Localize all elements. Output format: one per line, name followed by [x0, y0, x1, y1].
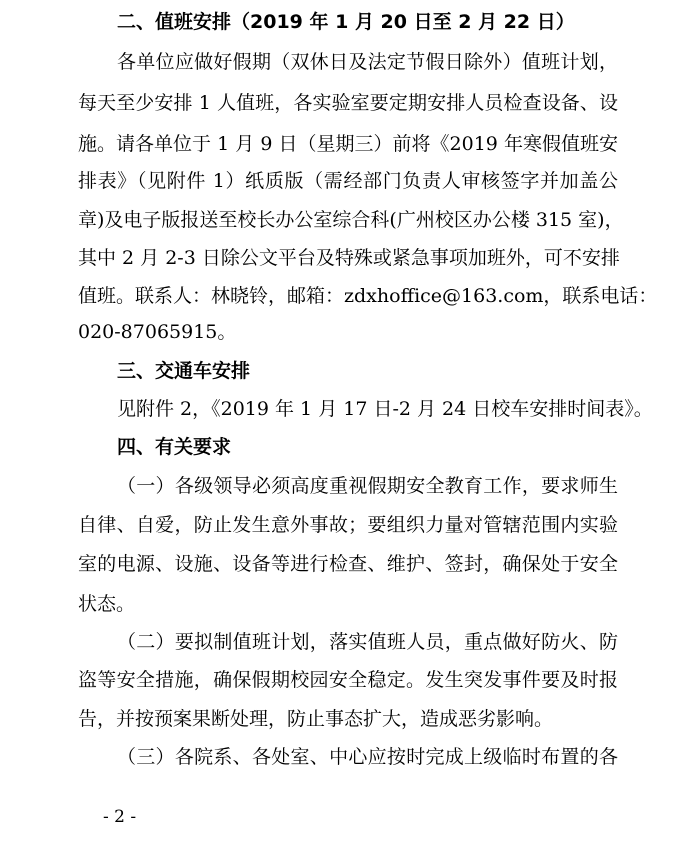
duty-line-4: 排表》（见附件 1）纸质版（需经部门负责人审核签字并加盖公 — [78, 170, 618, 192]
bus-line-1: 见附件 2，《2019 年 1 月 17 日-2 月 24 日校车安排时间表》。 — [117, 398, 653, 420]
duty-line-2: 每天至少安排 1 人值班，各实验室要定期安排人员检查设备、设 — [78, 92, 618, 114]
section-heading-requirements: 四、有关要求 — [117, 436, 232, 458]
req3-line-1: （三）各院系、各处室、中心应按时完成上级临时布置的各 — [117, 746, 618, 768]
duty-line-1: 各单位应做好假期（双休日及法定节假日除外）值班计划， — [117, 51, 618, 73]
req2-line-3: 告，并按预案果断处理，防止事态扩大，造成恶劣影响。 — [78, 708, 554, 730]
req2-line-2: 盗等安全措施，确保假期校园安全稳定。发生突发事件要及时报 — [78, 669, 618, 691]
req1-line-4: 状态。 — [78, 593, 136, 615]
section-heading-bus: 三、交通车安排 — [117, 360, 251, 382]
duty-line-5: 章)及电子版报送至校长办公室综合科(广州校区办公楼 315 室)， — [78, 209, 624, 231]
req1-line-3: 室的电源、设施、设备等进行检查、维护、签封，确保处于安全 — [78, 553, 618, 575]
req2-line-1: （二）要拟制值班计划，落实值班人员，重点做好防火、防 — [117, 631, 618, 653]
req1-line-2: 自律、自爱，防止发生意外事故；要组织力量对管辖范围内实验 — [78, 514, 618, 536]
page-number: - 2 - — [103, 807, 137, 827]
duty-line-7: 值班。联系人：林晓铃，邮箱：zdxhoffice@163.com，联系电话： — [78, 285, 658, 307]
duty-line-3: 施。请各单位于 1 月 9 日（星期三）前将《2019 年寒假值班安 — [78, 133, 618, 155]
req1-line-1: （一）各级领导必须高度重视假期安全教育工作，要求师生 — [117, 475, 618, 497]
section-heading-duty: 二、值班安排（2019 年 1 月 20 日至 2 月 22 日） — [117, 11, 575, 33]
duty-line-6: 其中 2 月 2-3 日除公文平台及特殊或紧急事项加班外，可不安排 — [78, 247, 620, 269]
duty-line-8: 020-87065915。 — [78, 321, 237, 343]
